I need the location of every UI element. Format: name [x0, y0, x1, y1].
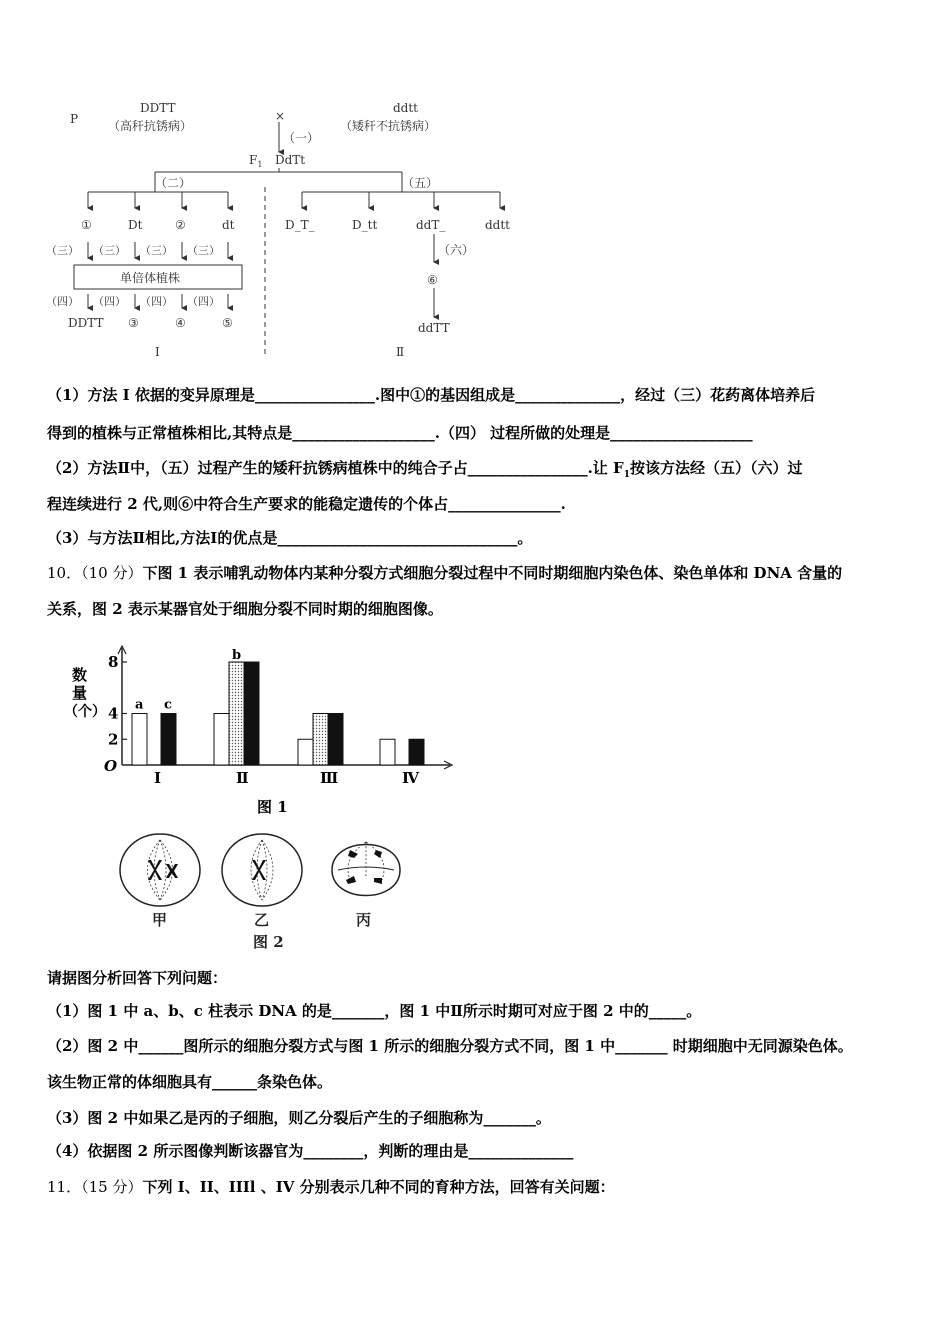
step6-label: （六）: [438, 243, 475, 257]
right-row-item: ddT_: [416, 218, 446, 232]
bar-b: [229, 662, 244, 765]
q10-sub2b: 该生物正常的体细胞具有______条染色体。: [47, 1073, 333, 1091]
left-bottom-item: DDTT: [68, 316, 104, 330]
bar-a: [380, 739, 395, 765]
step3-label: （三）: [187, 244, 220, 257]
q9-line1: （1）方法 I 依据的变异原理是________________.图中①的基因组成是______________，经过（三）花药离体培养后: [47, 386, 816, 404]
category-label: Ⅱ: [236, 769, 249, 787]
q10-sub3: （3）图 2 中如果乙是丙的子细胞，则乙分裂后产生的子细胞称为_______。: [47, 1109, 551, 1127]
f1-label: $F_1$: [249, 153, 263, 169]
q10-line1: [47, 563, 842, 583]
figure2-cells: [110, 822, 430, 952]
step5-label: （五）: [402, 176, 439, 190]
step1-label: （一）: [283, 131, 320, 145]
right-row-item: ddtt: [485, 218, 511, 232]
parent1-desc: （高秆抗锈病）: [108, 119, 193, 133]
y-label-part: 量: [72, 684, 88, 702]
y-tick-label: 8: [108, 653, 119, 671]
q9-line4: 程连续进行 2 代,则⑥中符合生产要求的能稳定遗传的个体占_______________.: [47, 495, 566, 513]
method1-label: Ⅰ: [155, 345, 160, 359]
q10-sub1: （1）图 1 中 a、b、c 柱表示 DNA 的是_______，图 1 中Ⅱ所示时期可对应于图 2 中的_____。: [47, 1002, 702, 1020]
q9-line2: 得到的植株与正常植株相比,其特点是___________________.（四） 过程所做的处理是___________________: [47, 424, 753, 442]
y-tick-label: 4: [108, 704, 119, 723]
q9-line5: （3）与方法Ⅱ相比,方法Ⅰ的优点是________________________________。: [47, 529, 533, 547]
bar-label-b: b: [232, 648, 242, 663]
origin-label: O: [104, 757, 118, 775]
q9-line3: [47, 458, 802, 485]
bar-c: [244, 662, 259, 765]
breeding-diagram: [40, 92, 540, 367]
left-row-item: ①: [81, 218, 92, 232]
figure1-caption: 图 1: [257, 798, 288, 816]
step4-label: （四）: [46, 295, 79, 308]
cell-yi: [222, 834, 302, 906]
bar-a: [132, 714, 147, 766]
left-bottom-item: ⑤: [222, 316, 233, 330]
cell-label-yi: 乙: [254, 911, 270, 929]
y-tick-label: 2: [108, 730, 119, 749]
bar-a: [214, 714, 229, 766]
parent1-genotype: DDTT: [140, 101, 176, 115]
q10-sub4: （4）依据图 2 所示图像判断该器官为________，判断的理由是______________: [47, 1142, 574, 1160]
q9-line3-sub: 1: [623, 470, 630, 480]
q11-text: 下列 I、II、IIIl 、IV 分别表示几种不同的育种方法，回答有关问题：: [142, 1178, 615, 1196]
circle6: ⑥: [427, 273, 438, 287]
bar-c: [409, 739, 424, 765]
category-label: Ⅳ: [402, 769, 420, 787]
q11-line: [47, 1177, 615, 1197]
left-bottom-item: ④: [175, 316, 186, 330]
q10-line2: 关系，图 2 表示某器官处于细胞分裂不同时期的细胞图像。: [47, 600, 443, 618]
category-label: Ⅰ: [154, 769, 162, 787]
bar-label-c: c: [164, 697, 172, 713]
bar-a: [298, 739, 313, 765]
left-row-item: dt: [222, 218, 235, 232]
y-label-part: （个）: [64, 704, 106, 720]
left-bottom-item: ③: [128, 316, 139, 330]
left-row-item: Dt: [128, 218, 143, 232]
q10-text: 下图 1 表示哺乳动物体内某种分裂方式细胞分裂过程中不同时期细胞内染色体、染色单体和 DNA 含量的: [142, 564, 843, 582]
figure2-caption: 图 2: [253, 933, 284, 951]
cell-label-bing: 丙: [356, 911, 372, 929]
step4-label: （四）: [140, 295, 173, 308]
parent2-desc: （矮秆不抗锈病）: [340, 119, 437, 133]
q11-number: 11．（15 分）: [47, 1178, 143, 1196]
q9-line3-rest: 按该方法经（五）（六）过: [629, 459, 803, 477]
step3-label: （三）: [93, 244, 126, 257]
p-label: P: [70, 112, 79, 126]
bar-c: [161, 714, 176, 766]
q9-line3-text: （2）方法Ⅱ中，（五）过程产生的矮秆抗锈病植株中的纯合子占________________.让 F: [47, 459, 624, 477]
step3-label: （三）: [46, 244, 79, 257]
cell-jia: [120, 834, 200, 906]
step3-label: （三）: [140, 244, 173, 257]
category-label: Ⅲ: [320, 769, 339, 787]
left-row-item: ②: [175, 218, 186, 232]
q10-prompt: 请据图分析回答下列问题：: [47, 969, 228, 987]
bar-c: [328, 714, 343, 766]
right-row-item: D_T_: [285, 218, 315, 232]
q10-sub2a: （2）图 2 中______图所示的细胞分裂方式与图 1 所示的细胞分裂方式不同，图 1 中_______ 时期细胞中无同源染色体。: [47, 1037, 853, 1055]
f1-genotype: DdTt: [275, 153, 306, 167]
method2-label: Ⅱ: [396, 345, 405, 359]
figure1-bar-chart: [60, 640, 460, 825]
right-row-item: D_tt: [352, 218, 378, 232]
cell-label-jia: 甲: [152, 911, 168, 929]
step4-label: （四）: [93, 295, 126, 308]
step4-label: （四）: [187, 295, 220, 308]
q10-number: 10．（10 分）: [47, 564, 143, 582]
haploid-box-label: 单倍体植株: [120, 271, 181, 285]
step2-label: （二）: [155, 176, 192, 190]
ddtt-result: ddTT: [418, 321, 450, 335]
cross-symbol: ×: [275, 109, 286, 123]
bar-b: [313, 714, 328, 766]
bar-label-a: a: [135, 697, 144, 713]
parent2-genotype: ddtt: [393, 101, 419, 115]
y-label-part: 数: [72, 666, 88, 684]
